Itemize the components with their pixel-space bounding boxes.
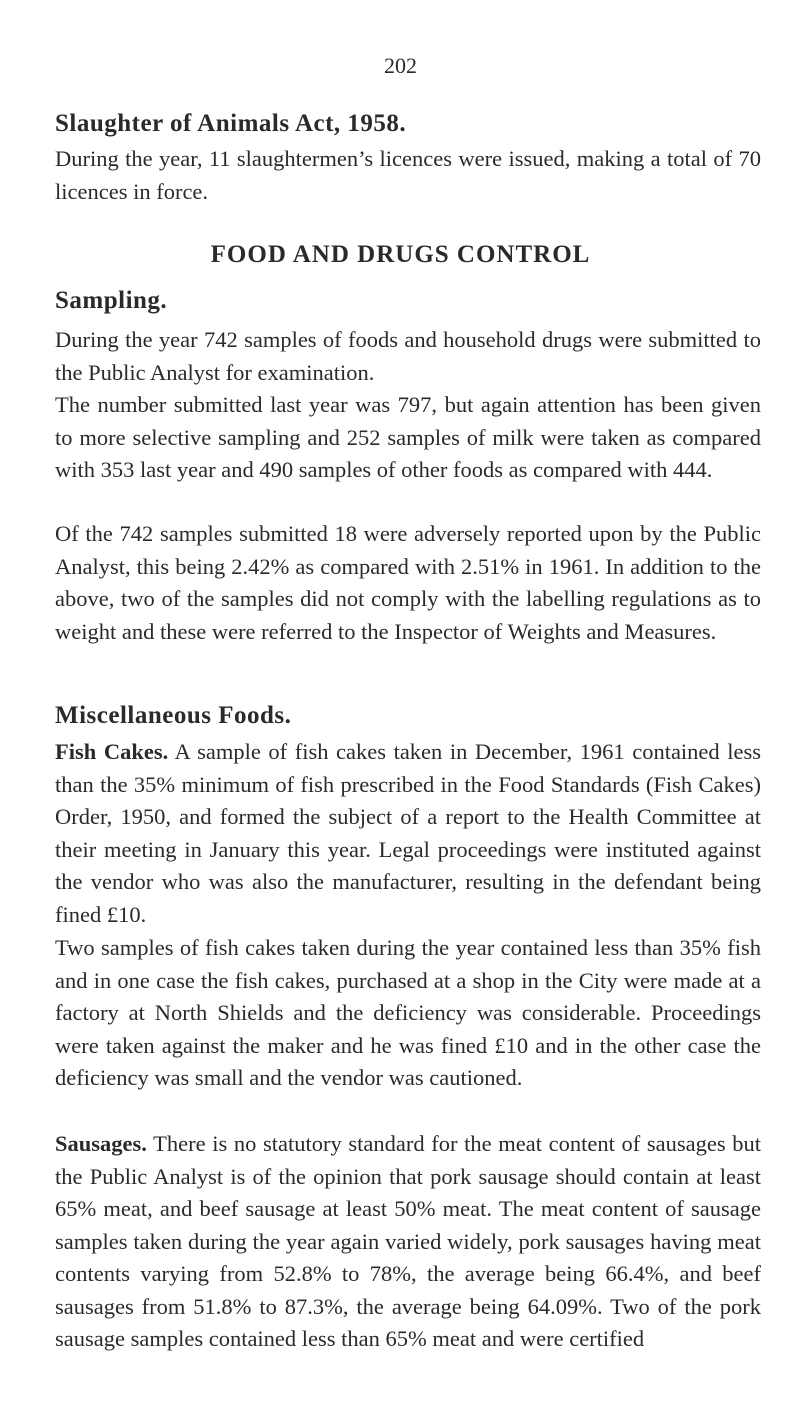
sampling-paragraph-2: The number submitted last year was 797, but again attention has been given to more selective sampling and 252 samples of milk were taken as compared with 353 last year and 490 samples of other foods as compared with 444. (55, 392, 761, 482)
sampling-paragraph-1: During the year 742 samples of foods and household drugs were submitted to the Public Analyst for examination. (55, 327, 761, 385)
page-number: 202 (384, 53, 417, 78)
sausages-text: There is no statutory standard for the meat content of sausages but the Public Analyst is of the opinion that pork sausage should contain at least 65% meat, and beef sausage at least 50% meat. The meat content of sausage samples taken during the year again varied widely, pork sausages having meat contents varying from 52.8% to 78%, the average being 66.4%, and beef sausages from 51.8% to 87.3%, the average being 64.09%. Two of the pork sausage samples contained less than 65% meat and were certified (55, 1131, 761, 1351)
sausages-paragraph (55, 1128, 761, 1356)
slaughter-paragraph (55, 143, 761, 208)
fish-cakes-paragraph-1 (55, 736, 761, 931)
fish-cakes-lead: Fish Cakes. (55, 739, 169, 764)
sausages-lead: Sausages. (55, 1131, 147, 1156)
sampling-paragraph-3: Of the 742 samples submitted 18 were adversely reported upon by the Public Analyst, this being 2.42% as compared with 2.51% in 1961. In addition to the above, two of the samples did not comply with the labelling regulations as to weight and these were referred to the Inspector of Weights and Measures. (55, 521, 761, 644)
misc-foods-heading: Miscellaneous Foods. (55, 702, 292, 729)
fish-cakes-text-1: A sample of fish cakes taken in December, 1961 contained less than the 35% minimum of fish prescribed in the Food Standards (Fish Cakes) Order, 1950, and formed the subject of a report to the Health Committee at their meeting in January this year. Legal proceedings were instituted against the vendor who was also the manufacturer, resulting in the defendant being fined £10. (55, 739, 761, 927)
food-drugs-heading: FOOD AND DRUGS CONTROL (210, 241, 591, 268)
slaughter-heading: Slaughter of Animals Act, 1958. (55, 110, 407, 137)
sampling-heading: Sampling. (55, 287, 168, 314)
slaughter-text: During the year, 11 slaughtermen’s licences were issued, making a total of 70 licences in force. (55, 146, 761, 204)
fish-cakes-paragraph-2: Two samples of fish cakes taken during the year contained less than 35% fish and in one case the fish cakes, purchased at a shop in the City were made at a factory at North Shields and the deficiency was considerable. Proceedings were taken against the maker and he was fined £10 and in the other case the deficiency was small and the vendor was cautioned. (55, 935, 761, 1090)
